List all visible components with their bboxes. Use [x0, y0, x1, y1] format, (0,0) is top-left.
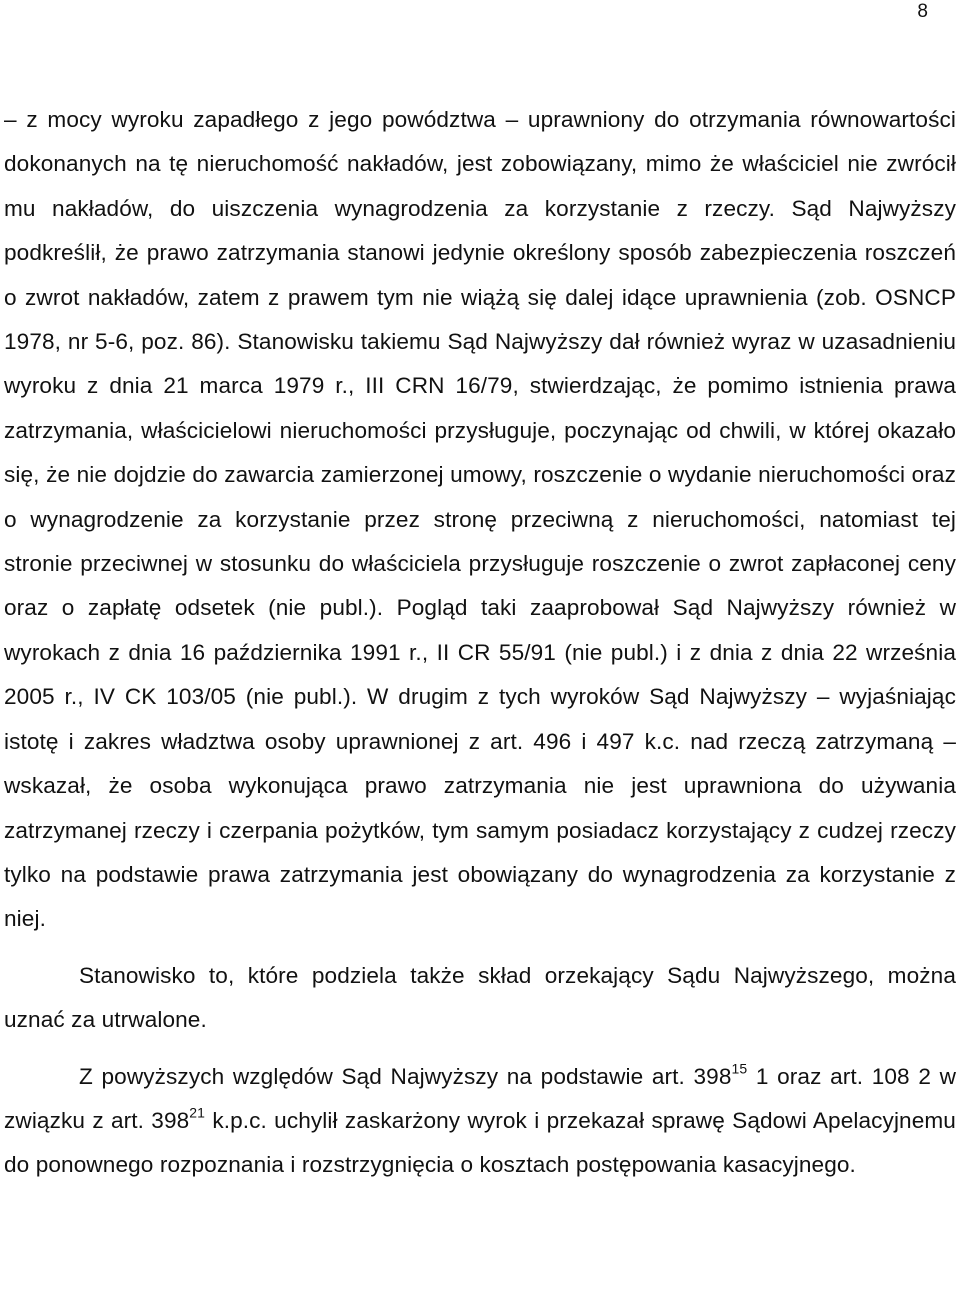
article-superscript-15: 15 — [731, 1060, 748, 1077]
decision-text-4: k.p.c. uchylił zaskarżony wyrok i przekazał sprawę Sądowi Apelacyjnemu do ponownego rozpoznania i rozstrzygnięcia o kosztach postępowania kasacyjnego. — [4, 1107, 956, 1178]
paragraph-gap — [4, 942, 956, 954]
decision-text-3: 2 w związku z art. 398 — [4, 1063, 956, 1133]
paragraph-decision — [4, 1055, 956, 1188]
document-body — [4, 98, 956, 1188]
article-superscript-21: 21 — [189, 1104, 206, 1121]
decision-text-1: Z powyższych względów Sąd Najwyższy na podstawie art. 398 — [79, 1063, 732, 1089]
page-number: 8 — [917, 1, 928, 22]
paragraph-retention-right: – z mocy wyroku zapadłego z jego powództwa – uprawniony do otrzymania równowartości dokonanych na tę nieruchomość nakładów, jest zobowiązany, mimo że właściciel nie zwrócił mu nakładów, do uiszczenia wynagrodzenia za korzystanie z rzeczy. Sąd Najwyższy podkreślił, że prawo zatrzymania stanowi jedynie określony sposób zabezpieczenia roszczeń o zwrot nakładów, zatem z prawem tym nie wiążą się dalej idące uprawnienia (zob. OSNCP 1978, nr 5-6, poz. 86). Stanowisku takiemu Sąd Najwyższy dał również wyraz w uzasadnieniu wyroku z dnia 21 marca 1979 r., III CRN 16/79, stwierdzając, że pomimo istnienia prawa zatrzymania, właścicielowi nieruchomości przysługuje, poczynając od chwili, w której okazało się, że nie dojdzie do zawarcia zamierzonej umowy, roszczenie o wydanie nieruchomości oraz o wynagrodzenie za korzystanie przez stronę przeciwną z nieruchomości, natomiast tej stronie przeciwnej w stosunku do właściciela przysługuje roszczenie o zwrot zapłaconej ceny oraz o zapłatę odsetek (nie publ.). Pogląd taki zaaprobował Sąd Najwyższy również w wyrokach z dnia 16 października 1991 r., II CR 55/91 (nie publ.) i z dnia z dnia 22 września 2005 r., IV CK 103/05 (nie publ.). W drugim z tych wyroków Sąd Najwyższy – wyjaśniając istotę i zakres władztwa osoby uprawnionej z art. 496 i 497 k.c. nad rzeczą zatrzymaną – wskazał, że osoba wykonująca prawo zatrzymania nie jest uprawniona do używania zatrzymanej rzeczy i czerpania pożytków, tym samym posiadacz korzystający z cudzej rzeczy tylko na podstawie prawa zatrzymania jest obowiązany do wynagrodzenia za korzystanie z niej. — [4, 107, 956, 932]
paragraph-gap — [4, 1043, 956, 1055]
decision-text-2: 1 oraz art. 108 — [755, 1063, 910, 1089]
paragraph-established-view: Stanowisko to, które podziela także skład orzekający Sądu Najwyższego, można uznać za utrwalone. — [4, 962, 956, 1033]
